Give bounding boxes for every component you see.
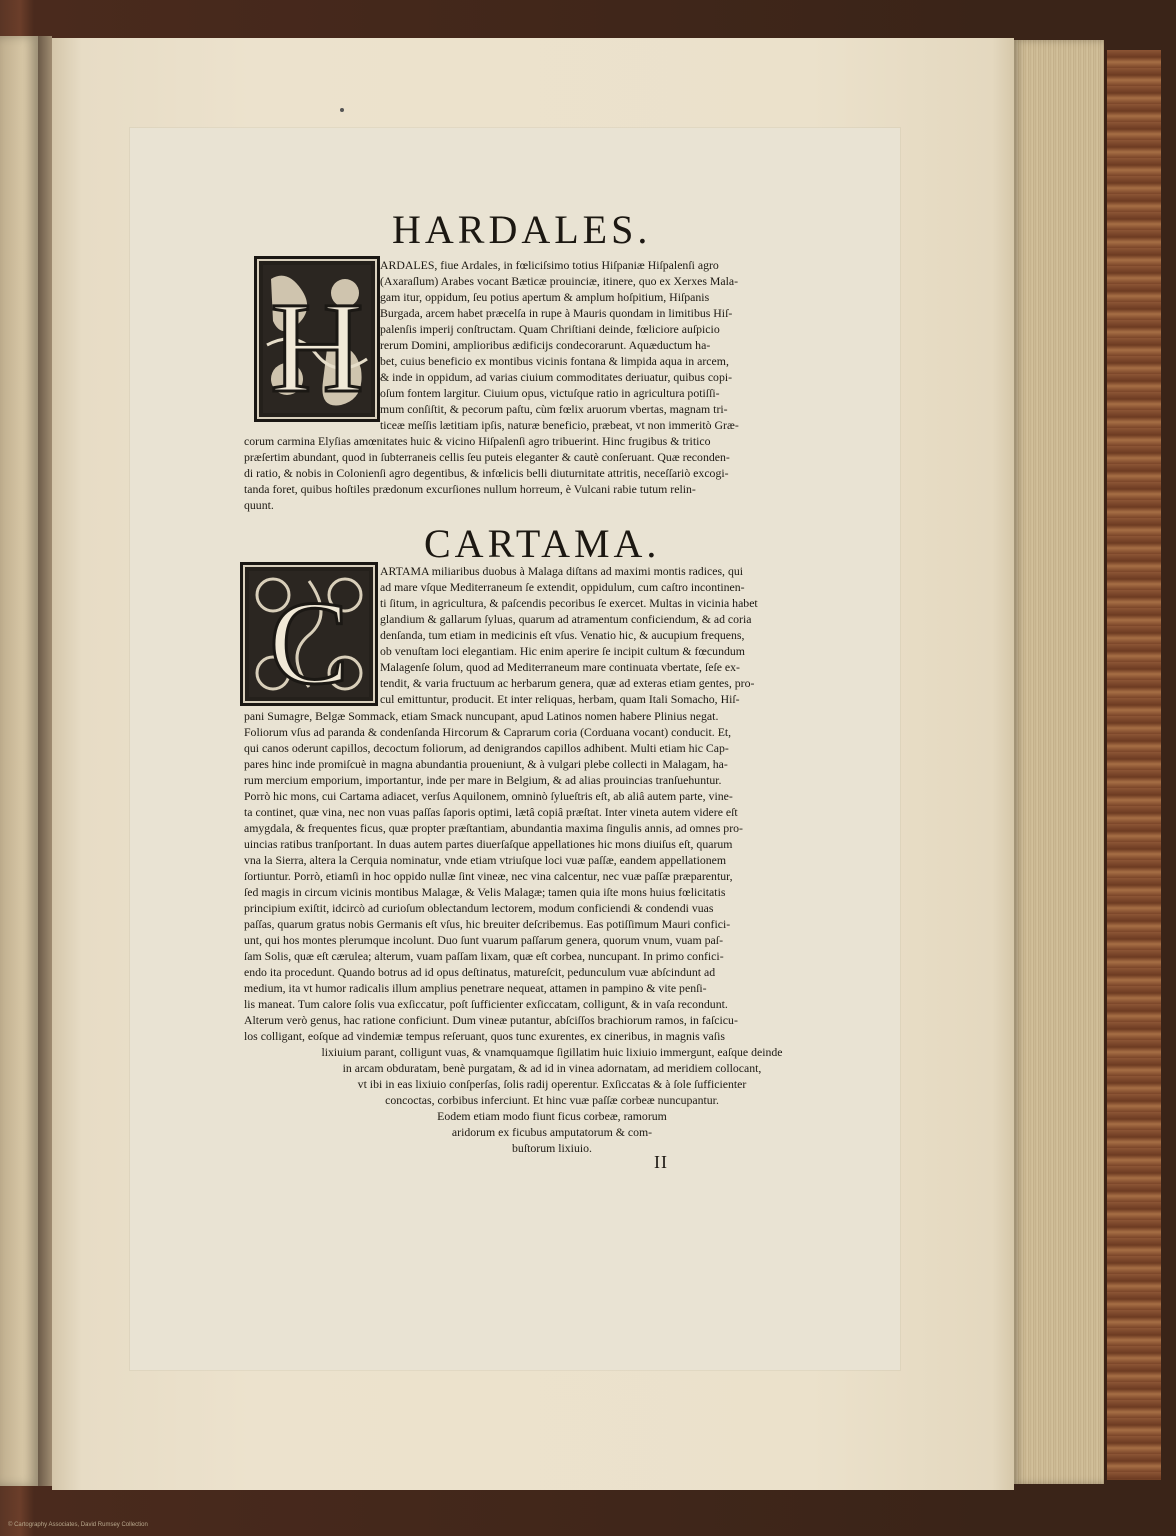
text-line: Foliorum vſus ad paranda & condenſanda Hircorum & Caprarum coria (Corduana vocant) conducit. Et, [244,725,732,739]
text-line: Alterum verò genus, hac ratione conficiunt. Dum vineæ putantur, abſciſſos brachiorum ramos, in faſcicu- [244,1013,738,1027]
hardales-paragraph-full [244,433,860,513]
text-line: oſum fontem largitur. Ciuium opus, victuſque ratio in agricultura potiſſi- [380,386,720,400]
text-line: amygdala, & frequentes ficus, quæ propter præſtantiam, abundantia maxima ſingulis annis, ad omnes pro- [244,821,743,835]
decorated-initial-c [240,562,378,706]
text-line: concoctas, corbibus inferciunt. Et hinc vuæ paſſæ corbeæ nuncupantur. [385,1093,719,1107]
scan-credit: © Cartography Associates, David Rumsey Collection [8,1522,148,1528]
text-line: paſſas, quarum gratus nobis Germanis eſt vſus, hic breuiter deſcribemus. Eas potiſſimum Mauri confici- [244,917,731,931]
text-line: medium, ita vt humor radicalis illum amplius penetrare nequeat, attamen in pampino & vite penſi- [244,981,707,995]
text-line: Porrò hic mons, cui Cartama adiacet, verſus Aquilonem, omninò ſylueſtris eſt, ab aliâ autem parte, vine- [244,789,733,803]
text-line: mum conſiſtit, & pecorum paſtu, cùm fœlix aruorum vbertas, magnam tri- [380,402,728,416]
svg-text:H: H [270,276,364,419]
text-line: gam itur, oppidum, ſeu potius apertum & amplum hoſpitium, Hiſpanis [380,290,710,304]
text-line: vna la Sierra, altera la Cerquia nominatur, vnde etiam vtriuſque loci vuæ paſſæ, eandem appellationem [244,853,727,867]
text-line: ARTAMA miliaribus duobus à Malaga diſtans ad maximi montis radices, qui [380,564,744,578]
hardales-paragraph-beside [380,257,860,433]
decorated-initial-h [254,256,380,422]
text-line: rerum Domini, amplioribus ædificijs condecorarunt. Aquæductum ha- [380,338,711,352]
text-line: rum mercium emporium, importantur, inde per mare in Belgium, & ad alias prouincias tranſuehuntur. [244,773,722,787]
svg-text:C: C [268,576,350,703]
text-line: di ratio, & nobis in Colonienſi agro degentibus, & infœlicis belli diuturnitate attritis, neceſſariò excogi- [244,466,729,480]
text-line: tendit, & varia fructuum ac herbarum genera, quæ ad exteras etiam gentes, pro- [380,676,755,690]
text-line: (Axaraſlum) Arabes vocant Bæticæ prouinciæ, itinere, quo ex Xerxes Mala- [380,274,739,288]
text-line: los colligant, eoſque ad vindemiæ tempus reſeruant, quos tunc exurentes, ex cineribus, in magnis vaſis [244,1029,725,1043]
text-line: lis maneat. Tum calore ſolis vua exſiccatur, poſt ſufficienter exſiccatam, colligunt, & in vaſa recondunt. [244,997,728,1011]
foliage-ornament-icon [243,565,375,703]
text-line: tanda foret, quibus hoſtiles prædonum excurſiones nullum horreum, è Vulcani rabie tutum relin- [244,482,696,496]
text-line: glandium & gallarum ſyluas, quarum ad atramentum conficiendum, & ad coria [380,612,752,626]
text-line: quunt. [244,498,274,512]
specks [340,108,344,112]
section-title-cartama: CARTAMA. [424,521,661,566]
text-line: præſertim abundant, quod in ſubterraneis cellis ſeu puteis eleganter & cautè conſeruant. Quæ reconden- [244,450,730,464]
left-page-edge [0,36,38,1486]
text-line: Burgada, arcem habet præcelſa in rupe à Mauris quondam in limitibus Hiſ- [380,306,733,320]
text-line: vt ibi in eas lixiuio conſperſas, ſolis radij operentur. Exſiccatas & à ſole ſufficienter [357,1077,747,1091]
marbled-cover-edge [1104,50,1161,1480]
text-line: ti ſitum, in agricultura, & paſcendis pecoribus ſe exercet. Multas in vicinia habet [380,596,758,610]
cartama-paragraph-full [244,708,860,1044]
text-line: bet, cuius beneficio ex montibus vicinis fontana & limpida aqua in arcem, [380,354,729,368]
text-line: ſed magis in circum vicinis montibus Malagæ, & Velis Malagæ; tamen quia iſte mons huius fœlicitatis [244,885,726,899]
section-title-hardales: HARDALES. [392,207,652,252]
text-line: ta continet, quæ vina, nec non vuas paſſas ſaporis optimi, lætâ copiâ præſtat. Inter vineta autem videre eſt [244,805,738,819]
text-line: corum carmina Elyſias amœnitates huic & vicino Hiſpalenſi agro tribuerint. Hinc frugibus & tritico [244,434,711,448]
text-line: palenſis imperij conſtructam. Quam Chriſtiani deinde, fœliciore auſpicio [380,322,720,336]
text-line: pares hinc inde promiſcuè in magna abundantia proueniunt, & à vulgari plebe collecti in Malagam, ha- [244,757,728,771]
text-line: ad mare vſque Mediterraneum ſe extendit, oppidulum, cum caſtro incontinen- [380,580,745,594]
text-line: principium exiſtit, idcircò ad curioſum oblectandum lectorem, modum conficiendi & condendi vuas [244,901,714,915]
text-line: Malagenſe ſolum, quod ad Mediterraneum mare continuata vbertate, ſeſe ex- [380,660,740,674]
text-line: aridorum ex ficubus amputatorum & com- [451,1125,653,1139]
text-line: endo ita procedunt. Quando botrus ad id opus deſtinatus, matureſcit, pedunculum vuæ abſcindunt ad [244,965,716,979]
cartama-tapered-ending [244,1044,860,1156]
text-line: lixiuium parant, colligunt vuas, & vnamquamque ſigillatim huic lixiuio immergunt, eaſque deinde [321,1045,783,1059]
text-line: pani Sumagre, Belgæ Sommack, etiam Smack nuncupant, apud Latinos nomen habere Plinius negat. [244,709,719,723]
text-line: in arcam obduratam, benè purgatam, & ad id in vinea adornatam, ad meridiem collocant, [342,1061,762,1075]
page-block-edges [1014,40,1104,1484]
text-line: ob venuſtam loci elegantiam. Hic enim aperire ſe incipit cultum & fœcundum [380,644,745,658]
text-line: ſortiuntur. Porrò, etiamſi in hoc oppido nullæ ſint vineæ, nec vina calcentur, nec vuæ paſſæ præparentur, [244,869,733,883]
text-line: uincias ratibus tranſportant. In duas autem partes diuerſaſque appellationes hic mons diuiſus eſt, quarum [244,837,733,851]
text-line: cul emittuntur, producit. Et inter reliquas, herbam, quam Itali Somacho, Hiſ- [380,692,740,706]
text-line: Eodem etiam modo fiunt ficus corbeæ, ramorum [437,1109,667,1123]
text-line: ſam Solis, quæ eſt cærulea; alterum, vuam paſſam lixam, quæ eſt corbea, nuncupant. In primo confici- [244,949,724,963]
text-line: & inde in oppidum, ad varias ciuium commoditates deriuatur, quibus copi- [380,370,733,384]
text-line: ARDALES, fiue Ardales, in fœliciſsimo totius Hiſpaniæ Hiſpalenſi agro [380,258,719,272]
text-line: denſanda, tum etiam in medicinis eſt vſus. Venatio hic, & aucupium frequens, [380,628,745,642]
text-line: ticeæ meſſis lætitiam ipſis, naturæ beneficio, præbeat, vt non immeritò Græ- [380,418,739,432]
text-line: qui canos oderunt capillos, decoctum foliorum, ad denigrandos capillos adhibent. Multi etiam hic Cap- [244,741,729,755]
cartama-paragraph-beside [380,563,860,707]
floral-ornament-icon [257,259,377,419]
book-gutter [38,36,52,1486]
page-number: II [654,1152,668,1172]
text-line: unt, qui hos montes plerumque incolunt. Duo ſunt vuarum paſſarum genera, quorum vnum, vuam paſ- [244,933,723,947]
text-line: buſtorum lixiuio. [512,1141,592,1155]
